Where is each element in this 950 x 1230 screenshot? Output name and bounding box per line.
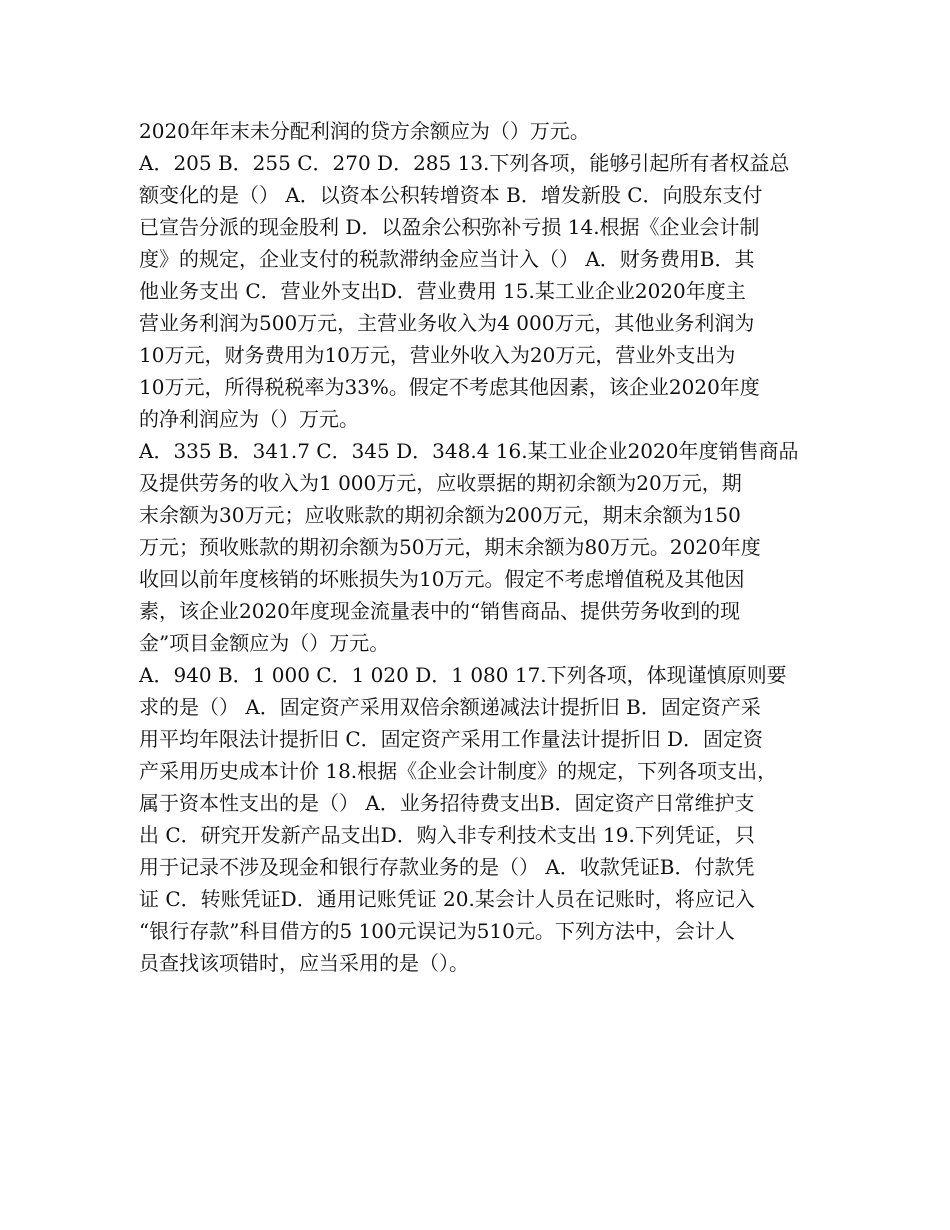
text-line: 用于记录不涉及现金和银行存款业务的是（） A．收款凭证B．付款凭: [139, 855, 755, 879]
text-line: 营业务利润为500万元，主营业务收入为4 000万元，其他业务利润为: [139, 311, 755, 335]
question-text-block: [139, 115, 819, 979]
text-line: 证 C．转账凭证D．通用记账凭证 20.某会计人员在记账时，将应记入: [139, 887, 755, 911]
text-line: 他业务支出 C．营业外支出D．营业费用 15.某工业企业2020年度主: [139, 279, 746, 303]
text-line: 用平均年限法计提折旧 C．固定资产采用工作量法计提折旧 D．固定资: [139, 727, 764, 751]
text-line: 10万元，财务费用为10万元，营业外收入为20万元，营业外支出为: [139, 343, 736, 367]
text-line: 员查找该项错时，应当采用的是（）。: [139, 951, 469, 975]
text-line: 出 C．研究开发新产品支出D．购入非专利技术支出 19.下列凭证，只: [139, 823, 755, 847]
text-line: “银行存款”科目借方的5 100元误记为510元。下列方法中，会计人: [139, 919, 735, 943]
text-line: A．335 B．341.7 C．345 D．348.4 16.某工业企业2020年度销售商品: [139, 439, 799, 463]
text-line: 金”项目金额应为（）万元。: [139, 631, 390, 655]
text-line: 2020年年末未分配利润的贷方余额应为（）万元。: [139, 119, 590, 143]
text-line: 求的是（） A．固定资产采用双倍余额递减法计提折旧 B．固定资产采: [139, 695, 761, 719]
text-line: 收回以前年度核销的坏账损失为10万元。假定不考虑增值税及其他因: [139, 567, 745, 591]
text-line: 10万元，所得税税率为33%。假定不考虑其他因素，该企业2020年度: [139, 375, 760, 399]
text-line: 已宣告分派的现金股利 D．以盈余公积弥补亏损 14.根据《企业会计制: [139, 215, 760, 239]
text-line: 及提供劳务的收入为1 000万元，应收票据的期初余额为20万元，期: [139, 471, 742, 495]
text-line: A．205 B．255 C．270 D．285 13.下列各项，能够引起所有者权益总: [139, 151, 790, 175]
text-line: 万元；预收账款的期初余额为50万元，期末余额为80万元。2020年度: [139, 535, 761, 559]
text-line: 末余额为30万元；应收账款的期初余额为200万元，期末余额为150: [139, 503, 741, 527]
text-line: 度》的规定，企业支付的税款滞纳金应当计入（） A．财务费用B．其: [139, 247, 755, 271]
text-line: 属于资本性支出的是（） A．业务招待费支出B．固定资产日常维护支: [139, 791, 755, 815]
text-line: 额变化的是（） A．以资本公积转增资本 B．增发新股 C．向股东支付: [139, 183, 763, 207]
text-line: 产采用历史成本计价 18.根据《企业会计制度》的规定，下列各项支出，: [139, 759, 778, 783]
text-line: 素，该企业2020年度现金流量表中的“销售商品、提供劳务收到的现: [139, 599, 741, 623]
text-line: 的净利润应为（）万元。: [139, 407, 359, 431]
text-line: A．940 B．1 000 C．1 020 D．1 080 17.下列各项，体现谨慎原则要: [139, 663, 787, 687]
